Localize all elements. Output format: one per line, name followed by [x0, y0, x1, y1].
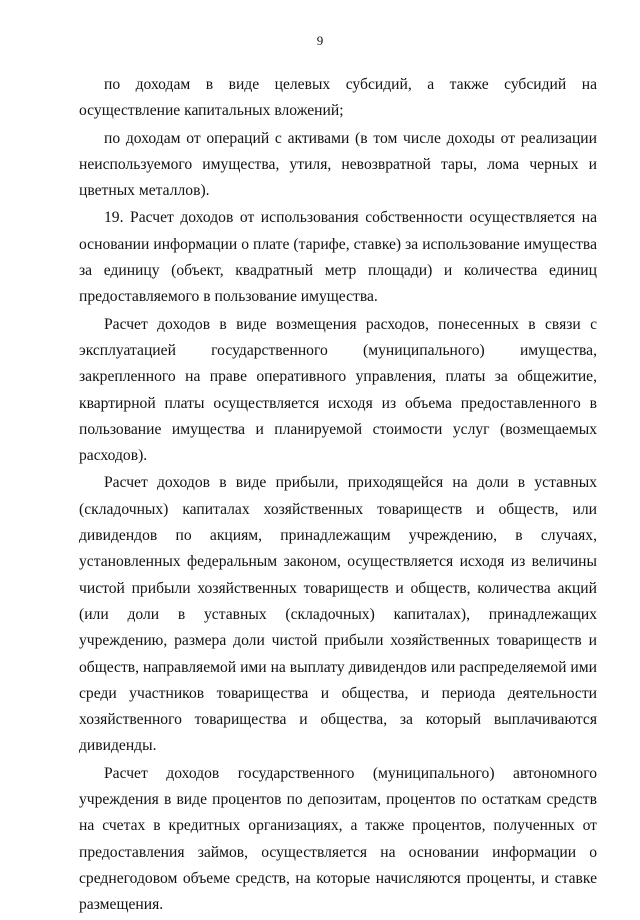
paragraph-property-use: 19. Расчет доходов от использования собственности осуществляется на основании информации о плате (тарифе, ставке) за использование имущества за единицу (объект, квадратный метр площади) и количества единиц предоставляемого в пользование имущества. [79, 209, 597, 306]
paragraph-interest-income: Расчет доходов государственного (муниципального) автономного учреждения в виде процентов по депозитам, процентов по остаткам средств на счетах в кредитных организациях, а также процентов, полученных от предоставления займов, осуществляется на основании информации о среднегодовом объеме средств, на которые начисляются проценты, и ставке размещения. [79, 764, 597, 914]
paragraph-subsidies: по доходам в виде целевых субсидий, а также субсидий на осуществление капитальных вложений; [79, 76, 597, 120]
page-number: 9 [316, 33, 324, 48]
paragraph-expense-reimbursement: Расчет доходов в виде возмещения расходов, понесенных в связи с эксплуатацией государственного (муниципального) имущества, закрепленного на праве оперативного управления, платы за общежитие, квартирной платы осуществляется исходя из объема предоставленного в пользование имущества и планируемой стоимости услуг (возмещаемых расходов). [79, 315, 597, 465]
paragraph-profit-dividends: Расчет доходов в виде прибыли, приходящейся на доли в уставных (складочных) капиталах хозяйственных товариществ и обществ, или дивидендов по акциям, принадлежащим учреждению, в случаях, установленных федеральным законом, осуществляется исходя из величины чистой прибыли хозяйственных товариществ и обществ, количества акций (или доли в уставных (складочных) капиталах), принадлежащих учреждению, размера доли чистой прибыли хозяйственных товариществ и обществ, направляемой ими на выплату дивидендов или распределяемой ими среди участников товарищества и общества, и периода деятельности хозяйственного товарищества и общества, за который выплачиваются дивиденды. [79, 474, 597, 755]
document-body [79, 72, 597, 920]
paragraph-asset-operations: по доходам от операций с активами (в том числе доходы от реализации неиспользуемого имущества, утиля, невозвратной тары, лома черных и цветных металлов). [79, 129, 597, 200]
